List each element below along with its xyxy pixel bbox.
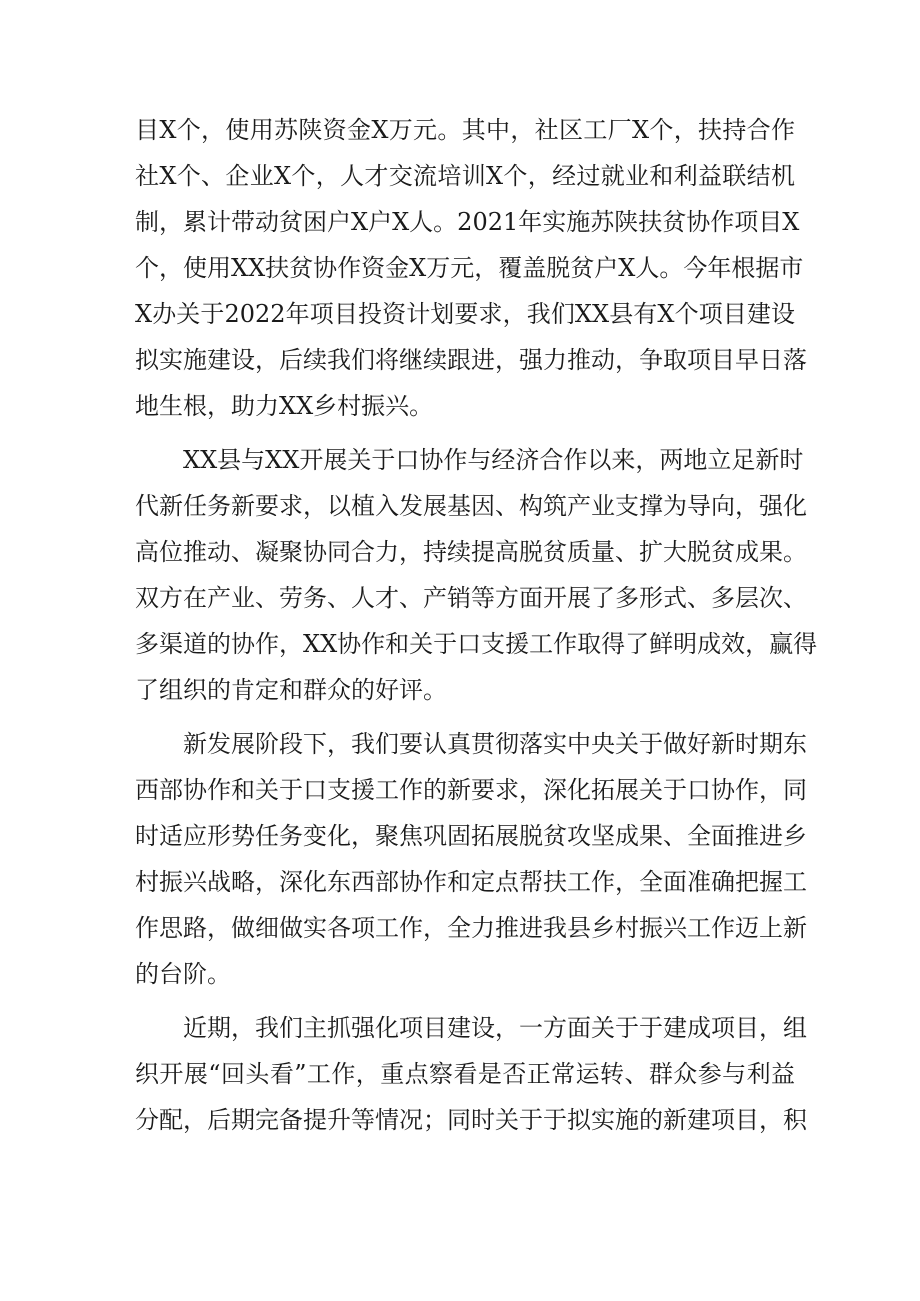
text-line: 拟实施建设，后续我们将继续跟进，强力推动，争取项目早日落 <box>135 346 807 374</box>
text-line: 村振兴战略，深化东西部协作和定点帮扶工作，全面准确把握工 <box>135 868 807 896</box>
text-line: 多渠道的协作，XX协作和关于口支援工作取得了鲜明成效，赢得 <box>135 630 818 658</box>
paragraph-3 <box>135 721 807 997</box>
text-line: 代新任务新要求，以植入发展基因、构筑产业支撑为导向，强化 <box>135 492 807 520</box>
text-line: 高位推动、凝聚协同合力，持续提高脱贫质量、扩大脱贫成果。 <box>135 538 807 566</box>
paragraph-4 <box>135 1005 807 1143</box>
text-line: 新发展阶段下，我们要认真贯彻落实中央关于做好新时期东 <box>135 730 807 758</box>
paragraph-2 <box>135 437 818 713</box>
document-body <box>135 107 818 1143</box>
text-line: XX县与XX开展关于口协作与经济合作以来，两地立足新时 <box>135 446 804 474</box>
text-line: 社X个、企业X个，人才交流培训X个，经过就业和利益联结机 <box>135 162 795 190</box>
text-line: 分配，后期完备提升等情况；同时关于于拟实施的新建项目，积 <box>135 1106 807 1134</box>
text-line: 目X个，使用苏陕资金X万元。其中，社区工厂X个，扶持合作 <box>135 116 795 144</box>
text-line: 双方在产业、劳务、人才、产销等方面开展了多形式、多层次、 <box>135 584 807 612</box>
text-line: 近期，我们主抓强化项目建设，一方面关于于建成项目，组 <box>135 1014 807 1042</box>
text-line: 作思路，做细做实各项工作，全力推进我县乡村振兴工作迈上新 <box>135 914 807 942</box>
paragraph-gap <box>135 997 795 1005</box>
text-line: 了组织的肯定和群众的好评。 <box>135 676 447 704</box>
paragraph-gap <box>135 429 795 437</box>
text-line: 织开展“回头看”工作，重点察看是否正常运转、群众参与利益 <box>135 1060 795 1088</box>
text-line: 个，使用XX扶贫协作资金X万元，覆盖脱贫户X人。今年根据市 <box>135 254 804 282</box>
paragraph-gap <box>135 713 795 721</box>
text-line: 地生根，助力XX乡村振兴。 <box>135 392 434 420</box>
text-line: X办关于2022年项目投资计划要求，我们XX县有X个项目建设 <box>135 300 795 328</box>
text-line: 制，累计带动贫困户X户X人。2021年实施苏陕扶贫协作项目X <box>135 208 800 236</box>
text-line: 时适应形势任务变化，聚焦巩固拓展脱贫攻坚成果、全面推进乡 <box>135 822 807 850</box>
paragraph-1 <box>135 107 807 429</box>
text-line: 西部协作和关于口支援工作的新要求，深化拓展关于口协作，同 <box>135 776 807 804</box>
text-line: 的台阶。 <box>135 960 231 988</box>
